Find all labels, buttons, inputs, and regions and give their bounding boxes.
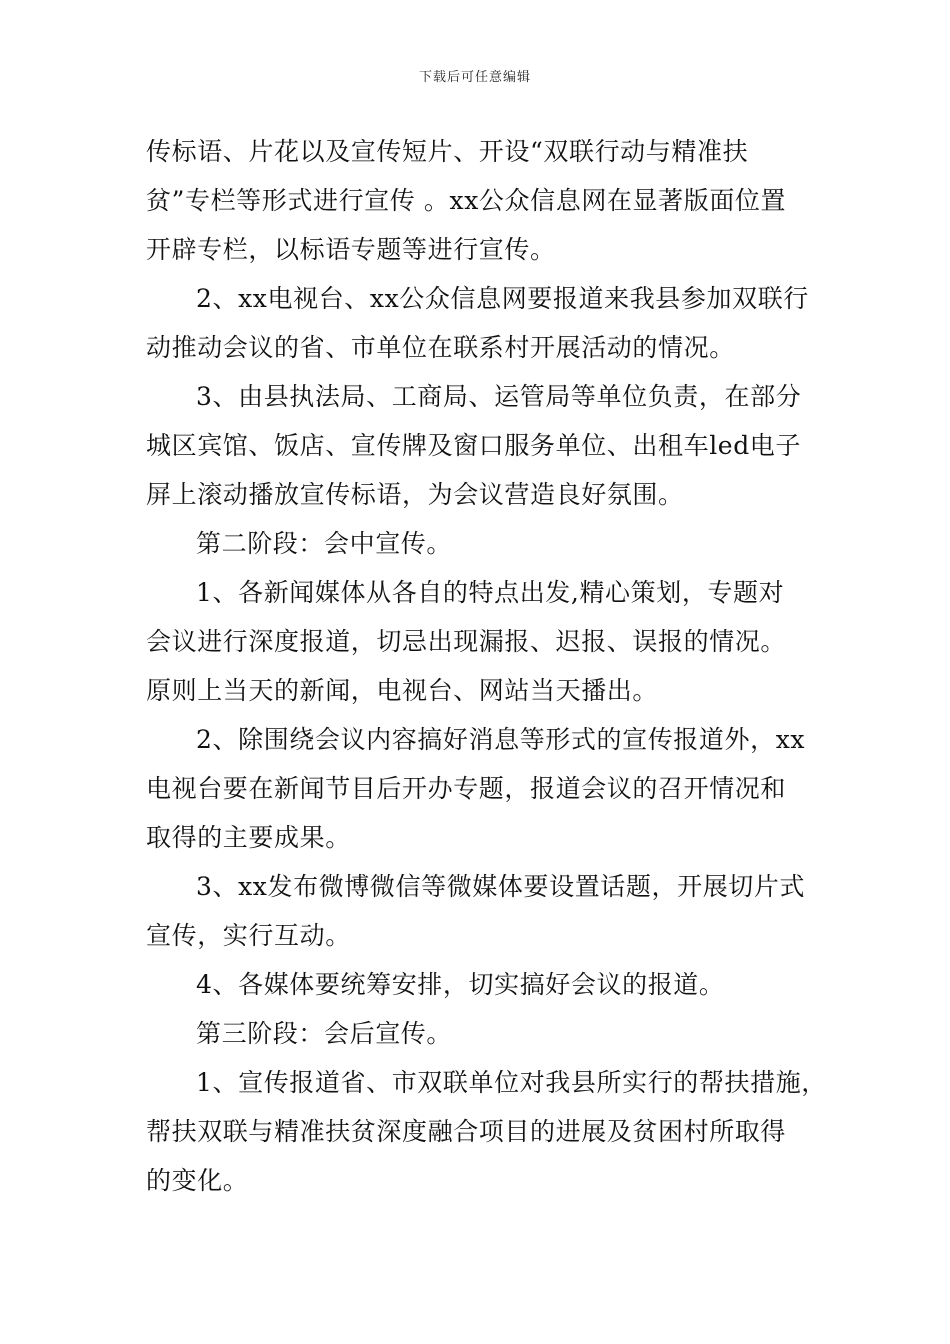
paragraph-8: [146, 960, 818, 1009]
text-line: 原则上当天的新闻，电视台、网站当天播出。: [146, 676, 659, 705]
document-body: [146, 127, 827, 1205]
text-line: 传标语、片花以及宣传短片、开设“双联行动与精准扶: [146, 137, 749, 166]
paragraph-10: [146, 1058, 827, 1205]
text-line: 取得的主要成果。: [146, 823, 351, 852]
section-heading-stage-2: [146, 519, 818, 568]
text-line: 1、宣传报道省、市双联单位对我县所实行的帮扶措施，: [196, 1068, 827, 1097]
text-line: 第二阶段：会中宣传。: [196, 529, 453, 558]
text-line: 3、xx发布微博微信等微媒体要设置话题，开展切片式: [196, 872, 806, 901]
page-header-note: 下载后可任意编辑: [418, 70, 531, 85]
paragraph-5: [146, 568, 818, 715]
text-line: 贫”专栏等形式进行宣传 。xx公众信息网在显著版面位置: [146, 186, 787, 215]
text-line: 2、除围绕会议内容搞好消息等形式的宣传报道外，xx: [196, 725, 806, 754]
text-line: 1、各新闻媒体从各自的特点出发,精心策划，专题对: [196, 578, 785, 607]
text-line: 宣传，实行互动。: [146, 921, 351, 950]
paragraph-2: [146, 274, 818, 372]
text-line: 电视台要在新闻节目后开办专题，报道会议的召开情况和: [146, 774, 787, 803]
text-line: 帮扶双联与精准扶贫深度融合项目的进展及贫困村所取得: [146, 1117, 787, 1146]
text-line: 2、xx电视台、xx公众信息网要报道来我县参加双联行: [196, 284, 809, 313]
text-line: 的变化。: [146, 1166, 249, 1195]
text-line: 4、各媒体要统筹安排，切实搞好会议的报道。: [196, 970, 725, 999]
text-line: 第三阶段：会后宣传。: [196, 1019, 453, 1048]
section-heading-stage-3: [146, 1009, 818, 1058]
paragraph-1: [146, 127, 818, 274]
text-line: 城区宾馆、饭店、宣传牌及窗口服务单位、出租车led电子: [146, 431, 801, 460]
paragraph-6: [146, 715, 818, 862]
text-line: 屏上滚动播放宣传标语，为会议营造良好氛围。: [146, 480, 684, 509]
text-line: 会议进行深度报道，切忌出现漏报、迟报、误报的情况。: [146, 627, 787, 656]
paragraph-7: [146, 862, 818, 960]
text-line: 动推动会议的省、市单位在联系村开展活动的情况。: [146, 333, 735, 362]
paragraph-3: [146, 372, 818, 519]
text-line: 开辟专栏，以标语专题等进行宣传。: [146, 235, 556, 264]
text-line: 3、由县执法局、工商局、运管局等单位负责，在部分: [196, 382, 802, 411]
